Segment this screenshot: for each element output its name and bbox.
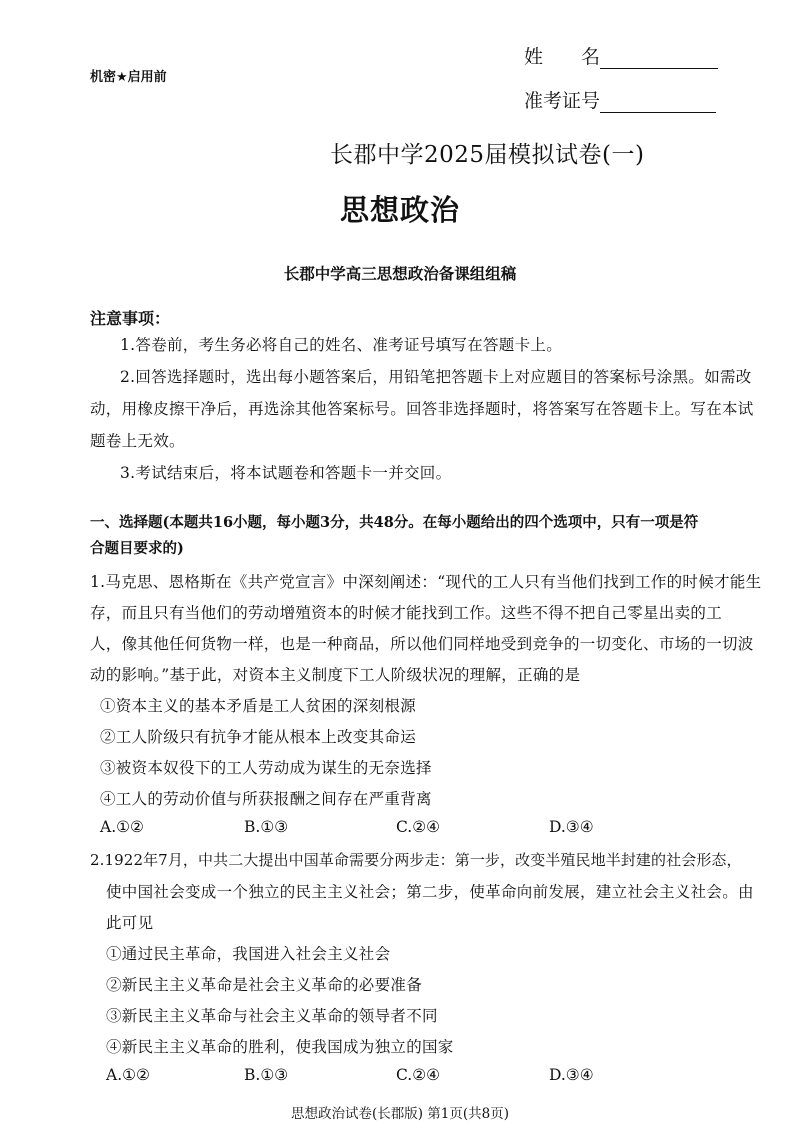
q1-statement-2: ②工人阶级只有抗争才能从根本上改变其命运 [100,728,417,746]
q2-statement-2: ②新民主主义革命是社会主义革命的必要准备 [106,976,423,994]
q2-statement-3: ③新民主主义革命与社会主义革命的领导者不同 [106,1007,438,1025]
name-field [524,42,718,69]
q2-option-c: C.②④ [396,1066,441,1084]
q1-stem-line-2: 存，而且只有当他们的劳动增殖资本的时候才能找到工作。这些不得不把自己零星出卖的工 [90,604,723,622]
q1-stem-line-1: 1.马克思、恩格斯在《共产党宣言》中深刻阐述：“现代的工人只有当他们找到工作的时候才能生 [90,573,762,591]
q2-option-a: A.①② [106,1066,150,1084]
note-item-2-line-2: 动，用橡皮擦干净后，再选涂其他答案标号。回答非选择题时，将答案写在答题卡上。写在本试 [90,400,754,418]
q1-option-c: C.②④ [396,818,441,836]
name-label: 姓 名 [524,46,601,68]
q1-statement-3: ③被资本奴役下的工人劳动成为谋生的无奈选择 [100,759,432,777]
section-heading-line-2: 合题目要求的) [90,540,184,557]
note-item-2-line-1: 2.回答选择题时，选出每小题答案后，用铅笔把答题卡上对应题目的答案标号涂黑。如需改 [120,368,752,386]
q2-option-b: B.①③ [244,1066,289,1084]
note-item-3: 3.考试结束后，将本试题卷和答题卡一并交回。 [120,464,452,482]
confidential-label: 机密★启用前 [90,70,167,85]
q1-stem-line-3: 人，像其他任何货物一样，也是一种商品，所以他们同样地受到竞争的一切变化、市场的一切波 [90,635,754,653]
exam-id-label: 准考证号 [524,90,601,112]
section-heading-line-1: 一、选择题(本题共16小题，每小题3分，共48分。在每小题给出的四个选项中，只有一项是符 [90,514,699,531]
q2-option-d: D.③④ [549,1066,594,1084]
q1-statement-1: ①资本主义的基本矛盾是工人贫困的深刻根源 [100,697,417,715]
q1-option-a: A.①② [100,818,144,836]
notes-heading: 注意事项： [90,309,171,328]
q1-option-d: D.③④ [549,818,594,836]
exam-title: 长郡中学2025届模拟试卷(一) [330,142,645,168]
q1-stem-line-4: 动的影响。”基于此，对资本主义制度下工人阶级状况的理解，正确的是 [90,666,581,684]
exam-id-blank [600,90,716,113]
subject-title: 思想政治 [339,193,460,227]
q2-stem-line-1: 2.1922年7月，中共二大提出中国革命需要分两步走：第一步，改变半殖民地半封建的社会形态， [90,851,742,869]
note-item-1: 1.答卷前，考生务必将自己的姓名、准考证号填写在答题卡上。 [120,336,562,354]
q2-stem-line-2: 使中国社会变成一个独立的民主主义社会；第二步，使革命向前发展，建立社会主义社会。由 [106,883,754,901]
q2-stem-line-3: 此可见 [106,914,154,932]
compiler-line: 长郡中学高三思想政治备课组组稿 [283,265,517,283]
exam-id-field [524,86,716,113]
q1-option-b: B.①③ [244,818,289,836]
q2-statement-1: ①通过民主革命，我国进入社会主义社会 [106,945,391,963]
name-blank [600,46,718,69]
page-footer: 思想政治试卷(长郡版) 第1页(共8页) [290,1106,510,1122]
q2-statement-4: ④新民主主义革命的胜利，使我国成为独立的国家 [106,1038,454,1056]
note-item-2-line-3: 题卷上无效。 [90,432,185,450]
q1-statement-4: ④工人的劳动价值与所获报酬之间存在严重背离 [100,790,432,808]
